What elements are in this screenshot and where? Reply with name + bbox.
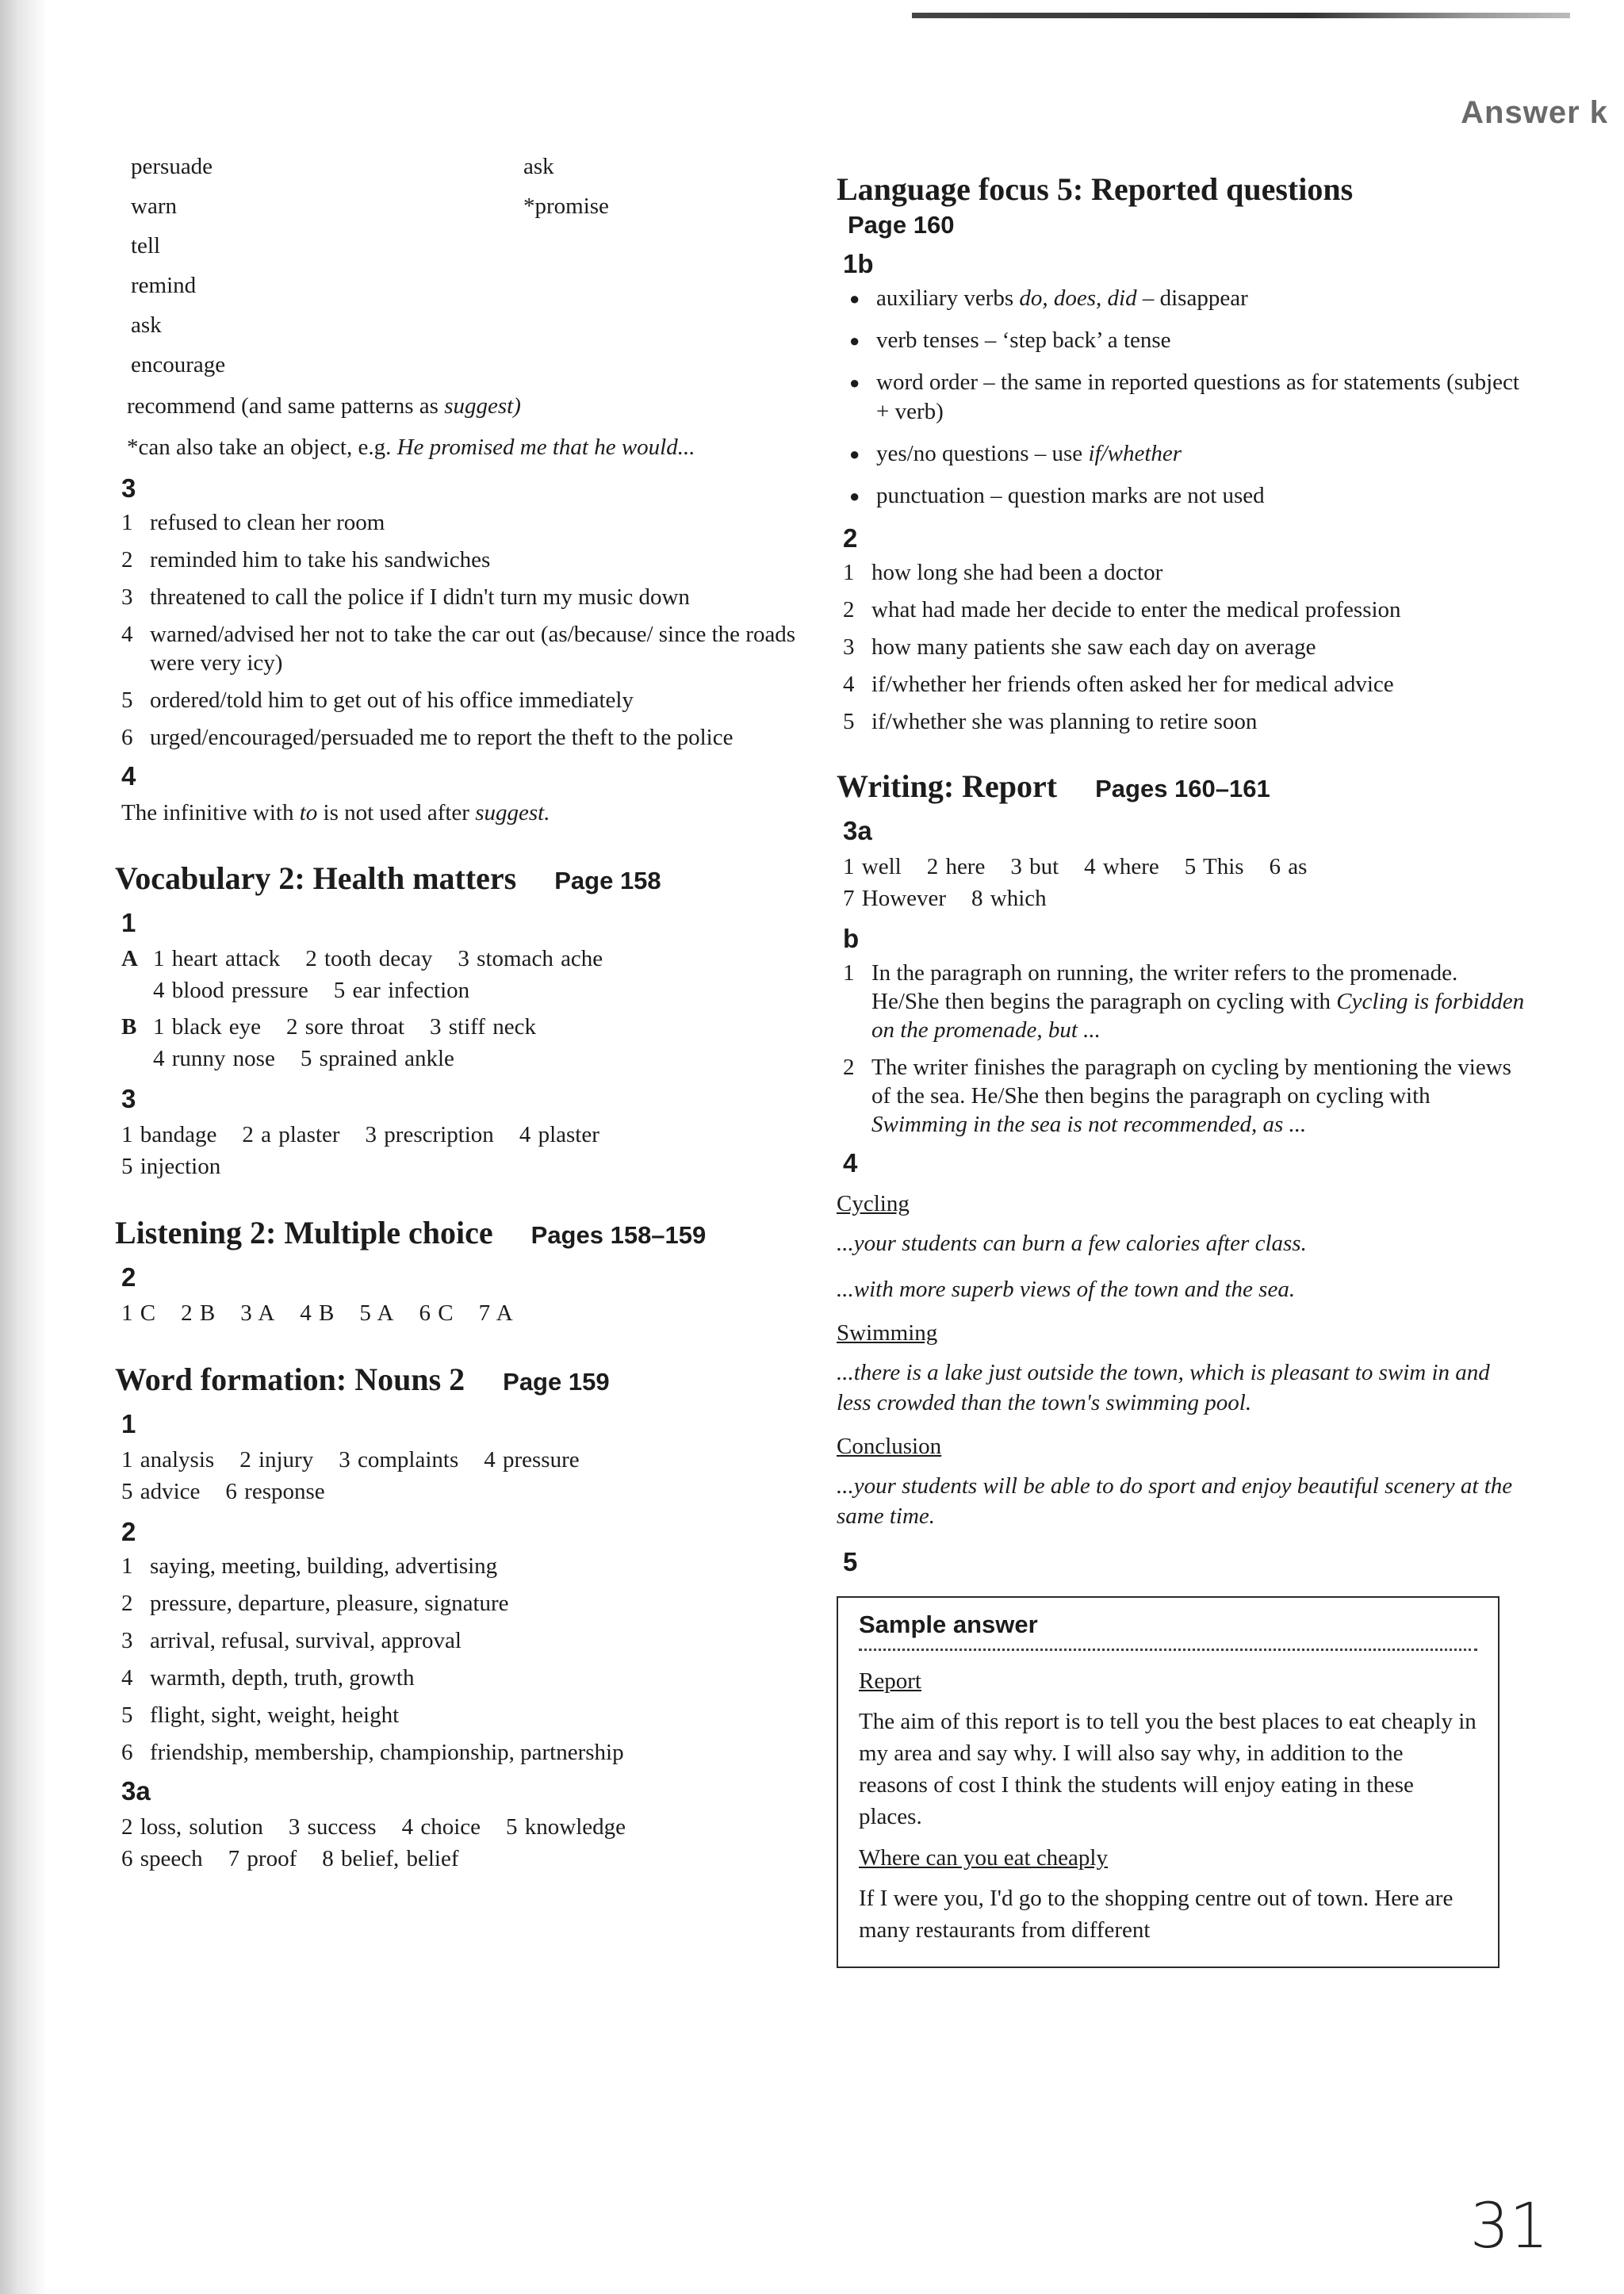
list-item: 2 reminded him to take his sandwiches: [121, 547, 491, 573]
verb-item: *promise: [523, 193, 609, 219]
verb-item: persuade: [131, 154, 213, 179]
italic-answer: ...there is a lake just outside the town, which is pleasant to swim in and less crowded than the town's swimming pool.: [837, 1360, 1490, 1415]
sample-paragraph: The aim of this report is to tell you the best places to eat cheaply in my area and say why. I will also say why, in addition to the reasons of cost I think the students will enjoy eating in these places.: [859, 1709, 1477, 1829]
bullet-list: [849, 284, 1526, 511]
verb-list-col2: [508, 147, 797, 385]
exercise-number: 1: [121, 1409, 136, 1438]
exercise-number: b: [843, 924, 860, 953]
section-page: Page 158: [554, 867, 661, 894]
promise-note: *can also take an object, e.g. He promised me that he would...: [127, 435, 695, 460]
list-item: 5 flight, sight, weight, height: [121, 1702, 400, 1728]
exercise-number: 5: [843, 1547, 858, 1576]
list-item: 1 refused to clean her room: [121, 510, 385, 535]
list-item: 1 In the paragraph on running, the writer refers to the promenade. He/She then begins the paragraph on cycling with Cycling is forbidden on the promenade, but ...: [843, 960, 1525, 1043]
list-item: 2 pressure, departure, pleasure, signature: [121, 1591, 509, 1616]
running-head: Answer k: [1461, 95, 1608, 130]
list-item: 2 The writer finishes the paragraph on cycling by mentioning the views of the sea. He/She then begins the paragraph on cycling with Swimming in the sea is not recommended, as ...: [843, 1055, 1511, 1137]
section-page: Page 160: [848, 211, 955, 239]
italic-answer: ...your students can burn a few calories after class.: [837, 1231, 1307, 1256]
italic-answer: ...with more superb views of the town and the sea.: [837, 1277, 1296, 1302]
section-page: Page 159: [503, 1368, 610, 1396]
list-item: 5 if/whether she was planning to retire soon: [843, 709, 1258, 734]
list-item: 4 warmth, depth, truth, growth: [121, 1665, 415, 1691]
answer-line: 2 loss, solution 3 success 4 choice 5 knowledge 6 speech 7 proof 8 belief, belief: [121, 1814, 626, 1871]
section-heading-language-focus: [837, 170, 1526, 208]
top-rule: [912, 13, 1570, 18]
section-heading-word-formation: [115, 1361, 797, 1398]
section-title: Word formation: Nouns 2: [115, 1361, 465, 1397]
sample-answer-title: Sample answer: [859, 1610, 1477, 1651]
exercise-number: 1: [121, 908, 136, 937]
reported-questions-list: [843, 558, 1526, 736]
subheading-cycling: Cycling: [837, 1191, 910, 1216]
bullet-item: ● yes/no questions – use if/whether: [849, 441, 1182, 466]
list-item: 2 what had made her decide to enter the medical profession: [843, 597, 1401, 622]
subheading-conclusion: Conclusion: [837, 1434, 942, 1459]
page-number: 31: [1469, 2191, 1549, 2262]
sample-answer-box: [837, 1596, 1500, 1968]
exercise-3-list: [121, 508, 797, 752]
verb-item: ask: [523, 154, 554, 179]
list-item: 3 how many patients she saw each day on average: [843, 634, 1316, 660]
bullet-item: ● word order – the same in reported questions as for statements (subject + verb): [849, 370, 1519, 424]
section-page: Pages 158–159: [530, 1221, 707, 1249]
answer-line: 1 bandage 2 a plaster 3 prescription 4 plaster 5 injection: [121, 1122, 599, 1179]
recommend-note: recommend (and same patterns as suggest): [127, 393, 521, 419]
sample-report-heading: Report: [859, 1668, 921, 1694]
bullet-item: ● auxiliary verbs do, does, did – disappear: [849, 285, 1248, 311]
scan-edge-shadow: [0, 0, 48, 2294]
sample-paragraph: If I were you, I'd go to the shopping centre out of town. Here are many restaurants from different: [859, 1886, 1454, 1943]
exercise-number: 4: [121, 761, 136, 791]
verb-item: tell: [131, 233, 161, 259]
italic-answer: ...your students will be able to do sport and enjoy beautiful scenery at the same time.: [837, 1473, 1513, 1529]
exercise-number: 2: [121, 1262, 136, 1292]
answer-line: 1 analysis 2 injury 3 complaints 4 pressure 5 advice 6 response: [121, 1447, 580, 1504]
section-title: Vocabulary 2: Health matters: [115, 860, 517, 896]
bullet-item: ● punctuation – question marks are not used: [849, 483, 1265, 508]
section-title: Listening 2: Multiple choice: [115, 1215, 493, 1250]
section-page: Pages 160–161: [1095, 775, 1270, 802]
list-item: 5 ordered/told him to get out of his office immediately: [121, 687, 634, 713]
exercise-number: 1b: [843, 249, 874, 278]
exercise-number: 3: [121, 473, 136, 503]
list-item: 3 arrival, refusal, survival, approval: [121, 1628, 462, 1653]
verb-item: encourage: [131, 352, 226, 377]
list-item: 6 urged/encouraged/persuaded me to report the theft to the police: [121, 725, 733, 750]
answer-line: 1 C 2 B 3 A 4 B 5 A 6 C 7 A: [121, 1300, 513, 1326]
list-item: 1 how long she had been a doctor: [843, 560, 1163, 585]
right-column: [837, 147, 1526, 1968]
word-formation-2-list: [121, 1552, 797, 1767]
exercise-number: 3: [121, 1084, 136, 1113]
answer-line: A 1 heart attack 2 tooth decay 3 stomach ache 4 blood pressure 5 ear infection: [121, 946, 603, 1003]
exercise-number: 4: [843, 1148, 858, 1178]
exercise-number: 3a: [843, 816, 872, 845]
sample-where-heading: Where can you eat cheaply: [859, 1845, 1108, 1871]
section-heading-listening: [115, 1214, 797, 1251]
list-item: 6 friendship, membership, championship, partnership: [121, 1740, 624, 1765]
writing-b-list: [843, 959, 1526, 1139]
verb-item: ask: [131, 312, 162, 338]
section-title: Writing: Report: [837, 768, 1058, 804]
bullet-item: ● verb tenses – ‘step back’ a tense: [849, 327, 1171, 353]
list-item: 4 warned/advised her not to take the car out (as/because/ since the roads were very icy): [121, 622, 796, 676]
list-item: 3 threatened to call the police if I didn't turn my music down: [121, 584, 690, 610]
exercise-4-answer: The infinitive with to is not used after suggest.: [121, 800, 550, 825]
verb-item: remind: [131, 273, 197, 298]
list-item: 1 saying, meeting, building, advertising: [121, 1553, 498, 1579]
verb-list-col1: [115, 147, 508, 385]
section-title: Language focus 5: Reported questions: [837, 171, 1354, 207]
verb-item: warn: [131, 193, 177, 219]
verb-list: [115, 147, 797, 385]
left-column: [115, 147, 797, 1879]
subheading-swimming: Swimming: [837, 1320, 938, 1346]
section-heading-vocabulary: [115, 860, 797, 897]
answer-line: 1 well 2 here 3 but 4 where 5 This 6 as 7 However 8 which: [843, 854, 1308, 911]
section-heading-writing: [837, 768, 1526, 805]
list-item: 4 if/whether her friends often asked her for medical advice: [843, 672, 1394, 697]
exercise-number: 3a: [121, 1776, 151, 1806]
exercise-number: 2: [843, 523, 858, 553]
answer-line: B 1 black eye 2 sore throat 3 stiff neck 4 runny nose 5 sprained ankle: [121, 1014, 536, 1071]
exercise-number: 2: [121, 1517, 136, 1546]
